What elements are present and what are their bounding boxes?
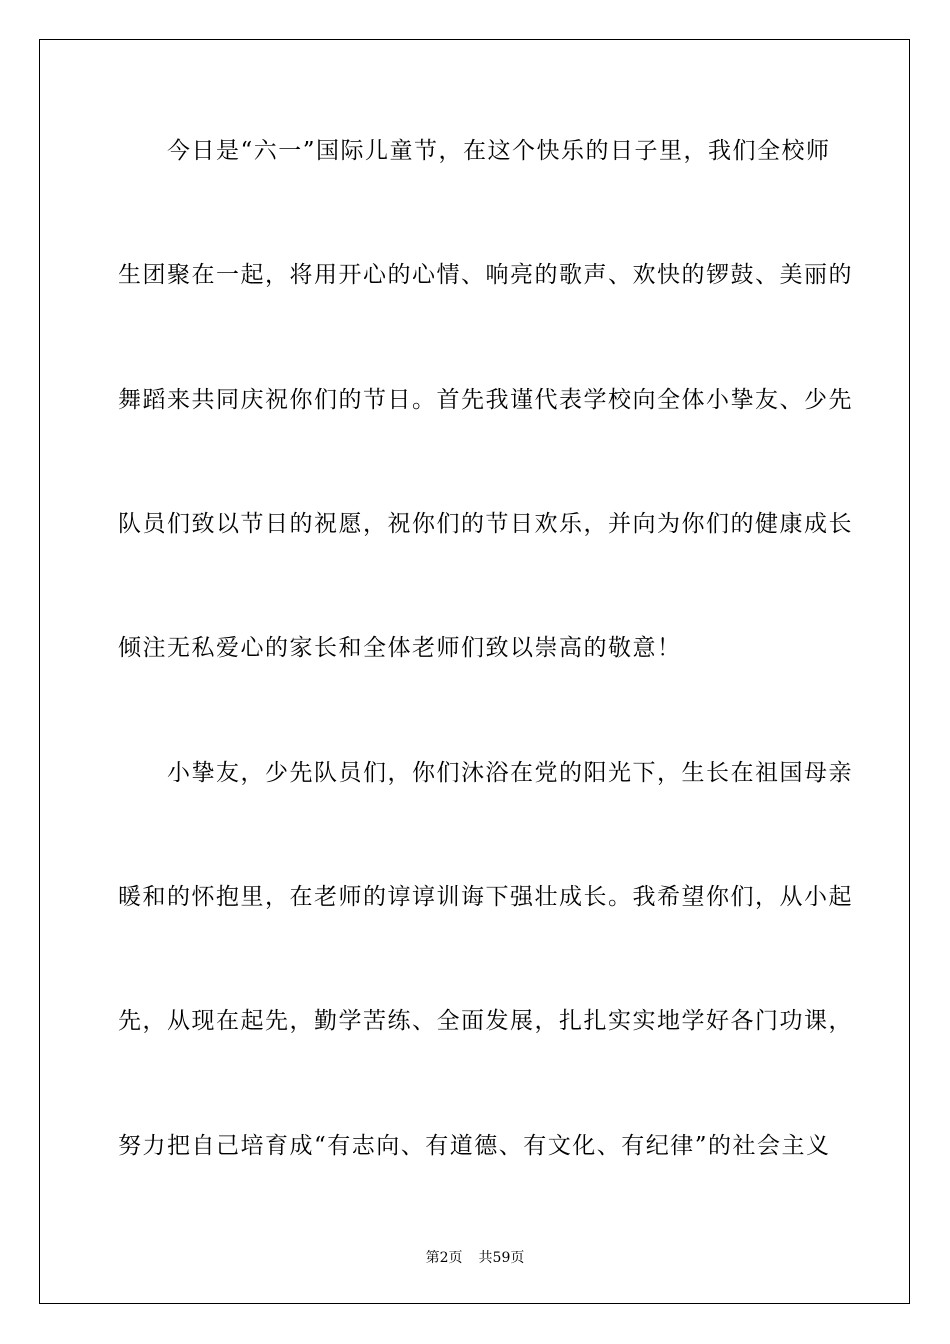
- page-number: 第2页: [425, 1250, 463, 1266]
- page-border: [39, 39, 910, 1304]
- paragraph-2-line-2: 暖和的怀抱里，在老师的谆谆训诲下强壮成长。我希望你们，从小起: [118, 884, 853, 910]
- paragraph-1-line-4: 队员们致以节日的祝愿，祝你们的节日欢乐，并向为你们的健康成长: [118, 511, 853, 537]
- paragraph-1-line-3: 舞蹈来共同庆祝你们的节日。首先我谨代表学校向全体小挚友、少先: [118, 387, 853, 413]
- paragraph-2-line-1: 小挚友，少先队员们，你们沐浴在党的阳光下，生长在祖国母亲: [118, 760, 853, 786]
- paragraph-2-line-4: 努力把自己培育成“有志向、有道德、有文化、有纪律”的社会主义: [118, 1133, 831, 1159]
- page-footer: [0, 1249, 950, 1267]
- paragraph-1-line-2: 生团聚在一起，将用开心的心情、响亮的歌声、欢快的锣鼓、美丽的: [118, 262, 853, 288]
- total-pages: 共59页: [478, 1250, 525, 1266]
- paragraph-1-line-1: 今日是“六一”国际儿童节，在这个快乐的日子里，我们全校师: [118, 138, 831, 164]
- paragraph-1-line-5: 倾注无私爱心的家长和全体老师们致以崇高的敬意！: [118, 635, 682, 661]
- paragraph-2-line-3: 先，从现在起先，勤学苦练、全面发展，扎扎实实地学好各门功课，: [118, 1008, 853, 1034]
